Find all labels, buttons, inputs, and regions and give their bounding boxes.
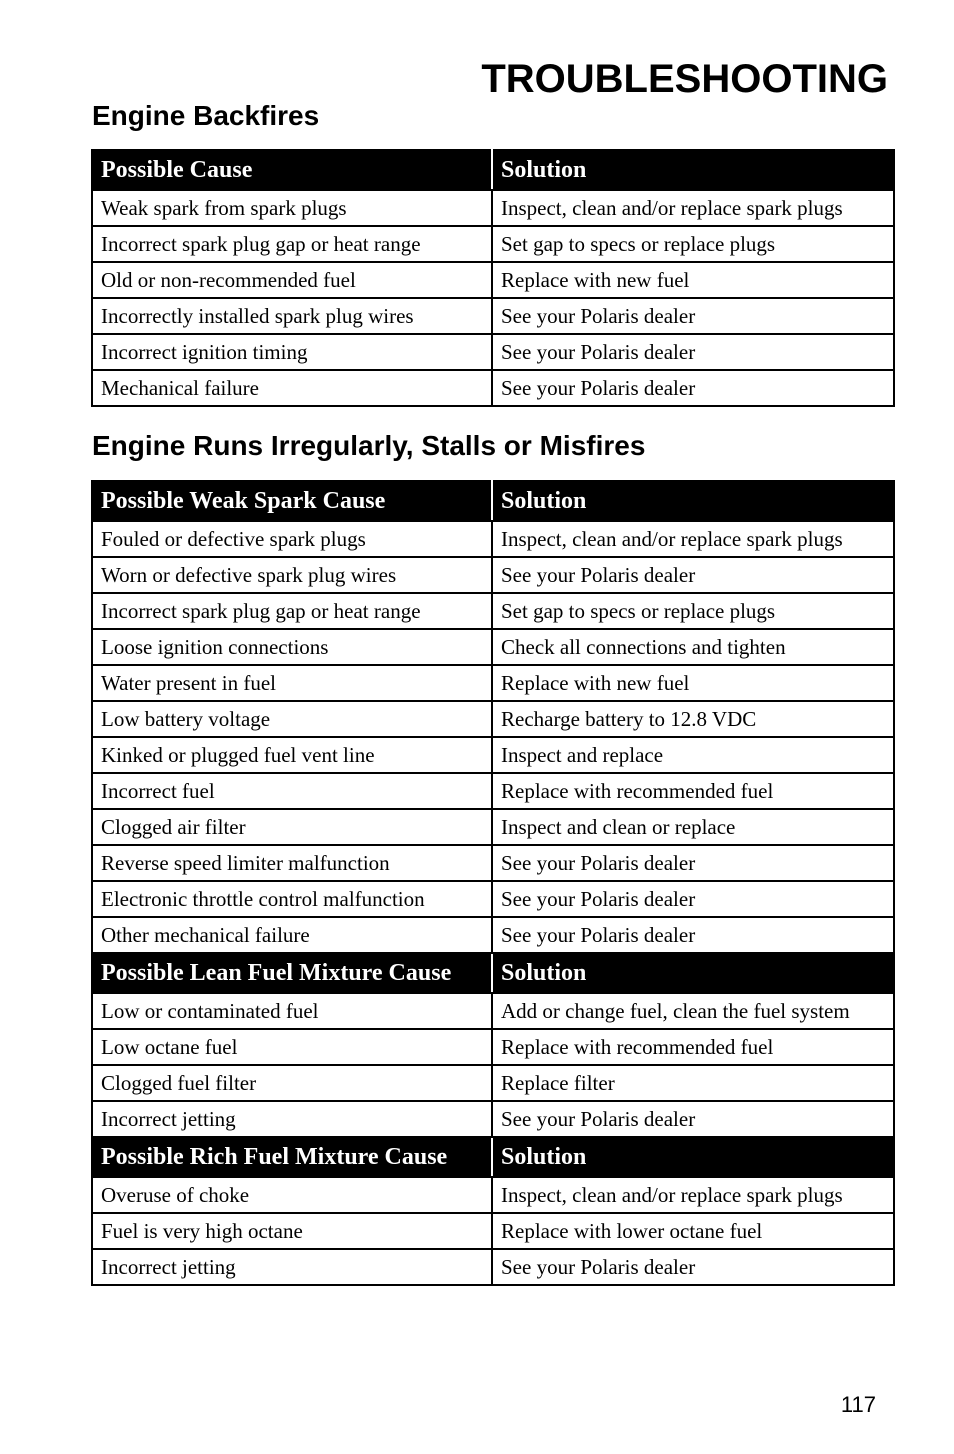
section-title-engine-runs-irregularly: Engine Runs Irregularly, Stalls or Misfires bbox=[92, 430, 646, 461]
solution-cell: See your Polaris dealer bbox=[492, 917, 894, 953]
table-header-row bbox=[92, 481, 894, 521]
runs-irregularly-table bbox=[91, 480, 895, 1286]
solution-cell: Inspect and replace bbox=[492, 737, 894, 773]
page-number: 117 bbox=[840, 1392, 876, 1417]
table-row bbox=[92, 1029, 894, 1065]
solution-cell: See your Polaris dealer bbox=[492, 334, 894, 370]
table-row bbox=[92, 629, 894, 665]
table-row bbox=[92, 1213, 894, 1249]
cause-cell: Overuse of choke bbox=[92, 1177, 492, 1213]
table-row bbox=[92, 370, 894, 406]
table-row bbox=[92, 881, 894, 917]
table-header-row bbox=[92, 1137, 894, 1177]
solution-cell: Replace with new fuel bbox=[492, 262, 894, 298]
solution-cell: Set gap to specs or replace plugs bbox=[492, 226, 894, 262]
header-cause: Possible Lean Fuel Mixture Cause bbox=[92, 953, 492, 993]
cause-cell: Other mechanical failure bbox=[92, 917, 492, 953]
solution-cell: See your Polaris dealer bbox=[492, 370, 894, 406]
table-row bbox=[92, 334, 894, 370]
table-row bbox=[92, 701, 894, 737]
solution-cell: Inspect, clean and/or replace spark plugs bbox=[492, 1177, 894, 1213]
header-solution: Solution bbox=[492, 1137, 894, 1177]
table-header-row bbox=[92, 953, 894, 993]
cause-cell: Incorrect jetting bbox=[92, 1101, 492, 1137]
table-row bbox=[92, 1177, 894, 1213]
header-cause: Possible Rich Fuel Mixture Cause bbox=[92, 1137, 492, 1177]
table-row bbox=[92, 298, 894, 334]
table-row bbox=[92, 917, 894, 953]
table-row bbox=[92, 262, 894, 298]
solution-cell: Replace with lower octane fuel bbox=[492, 1213, 894, 1249]
table-row bbox=[92, 226, 894, 262]
solution-cell: Set gap to specs or replace plugs bbox=[492, 593, 894, 629]
solution-cell: Inspect and clean or replace bbox=[492, 809, 894, 845]
cause-cell: Old or non-recommended fuel bbox=[92, 262, 492, 298]
cause-cell: Incorrectly installed spark plug wires bbox=[92, 298, 492, 334]
cause-cell: Incorrect spark plug gap or heat range bbox=[92, 226, 492, 262]
cause-cell: Kinked or plugged fuel vent line bbox=[92, 737, 492, 773]
solution-cell: See your Polaris dealer bbox=[492, 845, 894, 881]
solution-cell: Replace with recommended fuel bbox=[492, 773, 894, 809]
cause-cell: Mechanical failure bbox=[92, 370, 492, 406]
backfires-table-body bbox=[92, 150, 894, 406]
cause-cell: Clogged fuel filter bbox=[92, 1065, 492, 1101]
solution-cell: See your Polaris dealer bbox=[492, 298, 894, 334]
cause-cell: Electronic throttle control malfunction bbox=[92, 881, 492, 917]
cause-cell: Worn or defective spark plug wires bbox=[92, 557, 492, 593]
cause-cell: Incorrect jetting bbox=[92, 1249, 492, 1285]
cause-cell: Low battery voltage bbox=[92, 701, 492, 737]
solution-cell: Inspect, clean and/or replace spark plugs bbox=[492, 521, 894, 557]
cause-cell: Fuel is very high octane bbox=[92, 1213, 492, 1249]
cause-cell: Incorrect fuel bbox=[92, 773, 492, 809]
table-row bbox=[92, 845, 894, 881]
table-row bbox=[92, 993, 894, 1029]
cause-cell: Clogged air filter bbox=[92, 809, 492, 845]
header-cause: Possible Cause bbox=[92, 150, 492, 190]
solution-cell: Replace filter bbox=[492, 1065, 894, 1101]
backfires-table bbox=[91, 149, 895, 407]
solution-cell: See your Polaris dealer bbox=[492, 557, 894, 593]
section-title-engine-backfires: Engine Backfires bbox=[92, 100, 320, 131]
cause-cell: Loose ignition connections bbox=[92, 629, 492, 665]
cause-cell: Water present in fuel bbox=[92, 665, 492, 701]
table-row bbox=[92, 593, 894, 629]
solution-cell: See your Polaris dealer bbox=[492, 1249, 894, 1285]
table-row bbox=[92, 190, 894, 226]
cause-cell: Weak spark from spark plugs bbox=[92, 190, 492, 226]
table-row bbox=[92, 773, 894, 809]
solution-cell: Replace with new fuel bbox=[492, 665, 894, 701]
table-row bbox=[92, 1101, 894, 1137]
solution-cell: See your Polaris dealer bbox=[492, 1101, 894, 1137]
solution-cell: See your Polaris dealer bbox=[492, 881, 894, 917]
solution-cell: Check all connections and tighten bbox=[492, 629, 894, 665]
cause-cell: Fouled or defective spark plugs bbox=[92, 521, 492, 557]
table-row bbox=[92, 665, 894, 701]
cause-cell: Reverse speed limiter malfunction bbox=[92, 845, 492, 881]
solution-cell: Inspect, clean and/or replace spark plugs bbox=[492, 190, 894, 226]
cause-cell: Low octane fuel bbox=[92, 1029, 492, 1065]
cause-cell: Incorrect ignition timing bbox=[92, 334, 492, 370]
table-row bbox=[92, 809, 894, 845]
table-row bbox=[92, 1249, 894, 1285]
table-row bbox=[92, 1065, 894, 1101]
header-solution: Solution bbox=[492, 150, 894, 190]
solution-cell: Recharge battery to 12.8 VDC bbox=[492, 701, 894, 737]
table-header-row bbox=[92, 150, 894, 190]
table-row bbox=[92, 737, 894, 773]
table-row bbox=[92, 521, 894, 557]
table-row bbox=[92, 557, 894, 593]
solution-cell: Add or change fuel, clean the fuel system bbox=[492, 993, 894, 1029]
header-solution: Solution bbox=[492, 481, 894, 521]
chapter-title: TROUBLESHOOTING bbox=[481, 57, 888, 101]
header-solution: Solution bbox=[492, 953, 894, 993]
cause-cell: Low or contaminated fuel bbox=[92, 993, 492, 1029]
runs-irregularly-table-body bbox=[92, 481, 894, 1285]
header-cause: Possible Weak Spark Cause bbox=[92, 481, 492, 521]
solution-cell: Replace with recommended fuel bbox=[492, 1029, 894, 1065]
cause-cell: Incorrect spark plug gap or heat range bbox=[92, 593, 492, 629]
